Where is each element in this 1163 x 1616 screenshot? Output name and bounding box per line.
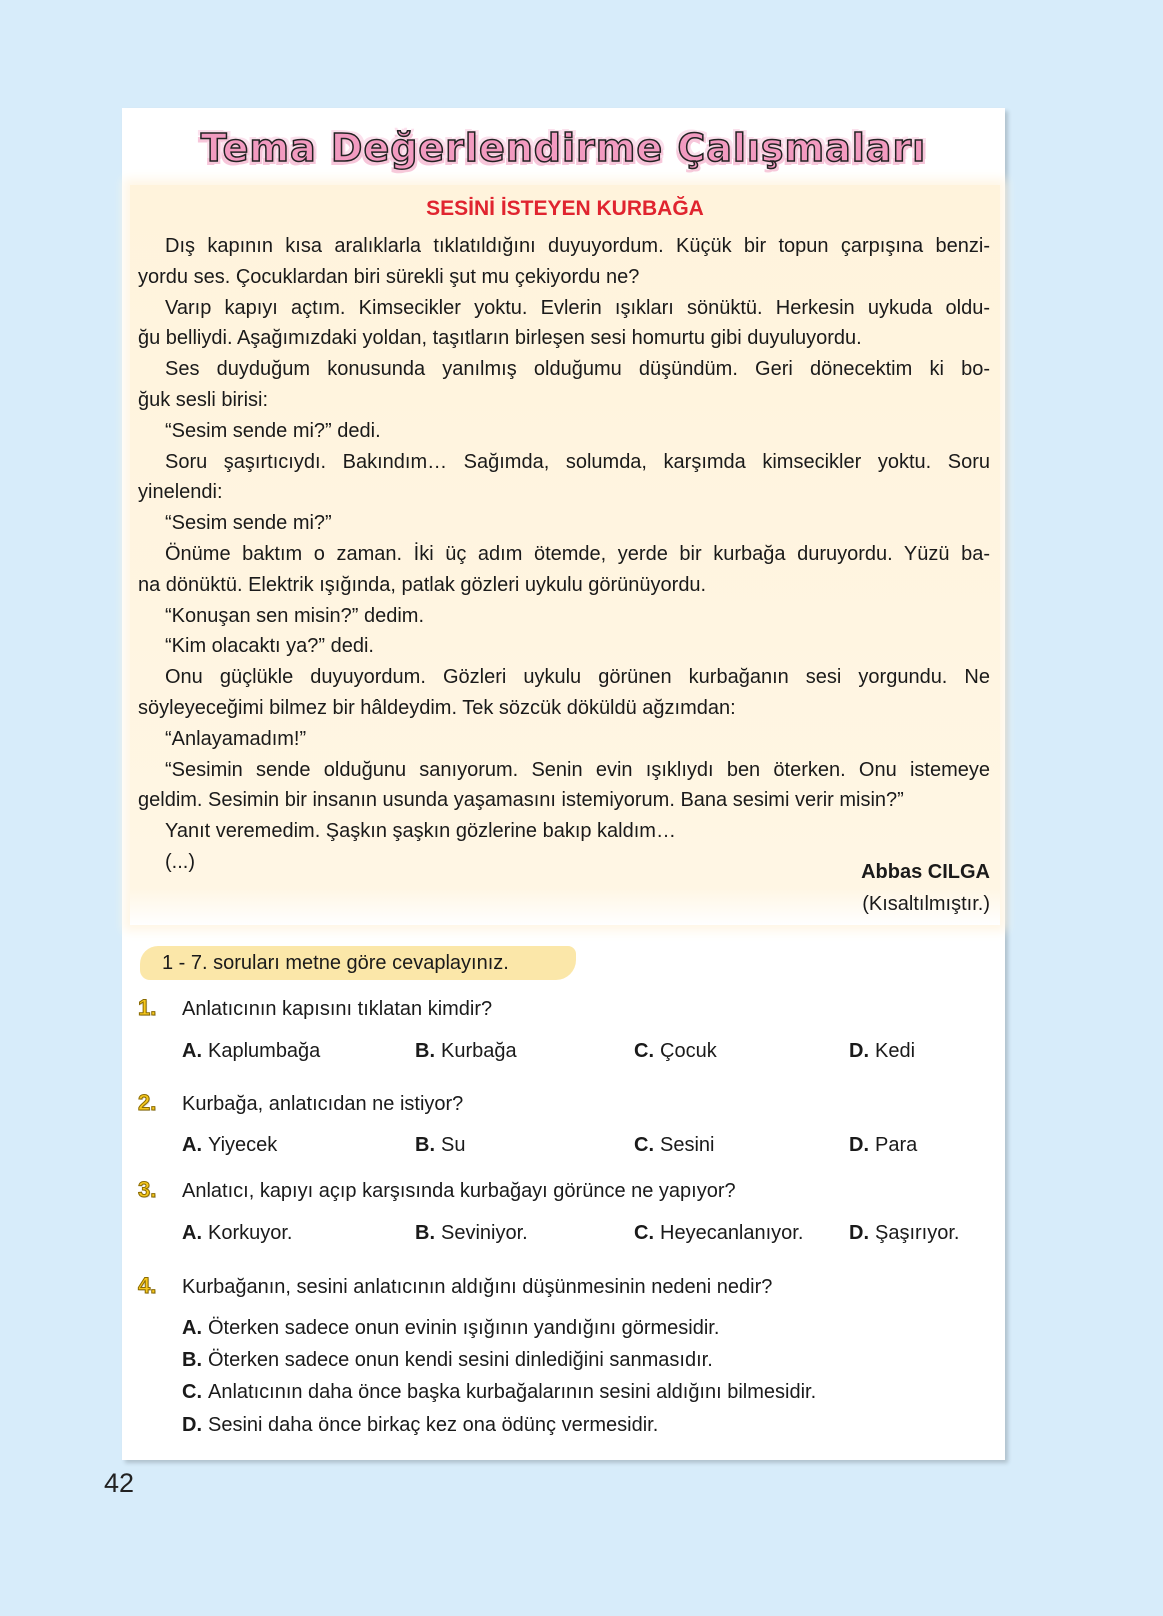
answer-option[interactable] — [182, 1040, 320, 1063]
story-line: Onu güçlükle duyuyordum. Gözleri uykulu görünen kurbağanın sesi yorgundu. Ne — [165, 666, 990, 689]
option-text: Para — [875, 1134, 918, 1156]
option-letter: D. — [849, 1040, 869, 1062]
worksheet-page — [122, 108, 1005, 1460]
story-note: (Kısaltılmıştır.) — [862, 893, 990, 915]
story-line: “Sesim sende mi?” dedi. — [165, 419, 381, 442]
option-text: Sesini daha önce birkaç kez ona ödünç vermesidir. — [208, 1414, 659, 1436]
option-text: Sesini — [660, 1134, 715, 1156]
option-letter: C. — [634, 1134, 654, 1156]
story-box — [130, 185, 1000, 925]
answer-option[interactable] — [415, 1222, 528, 1245]
story-line: geldim. Sesimin bir insanın usunda yaşamasını istemiyorum. Bana sesimi verir misin?” — [138, 789, 904, 812]
option-text: Kurbağa — [441, 1040, 517, 1062]
option-text: Seviniyor. — [441, 1222, 528, 1244]
instruction-text: 1 - 7. soruları metne göre cevaplayınız. — [162, 952, 509, 974]
question-number: 3. — [138, 1177, 157, 1202]
option-letter: A. — [182, 1222, 202, 1244]
story-line: Yanıt veremedim. Şaşkın şaşkın gözlerine bakıp kaldım… — [165, 820, 676, 843]
option-letter: A. — [182, 1317, 202, 1339]
answer-option[interactable] — [182, 1381, 816, 1404]
option-text: Şaşırıyor. — [875, 1222, 960, 1244]
option-letter: B. — [182, 1349, 202, 1371]
story-line: ğuk sesli birisi: — [138, 388, 269, 411]
story-line: “Anlayamadım!” — [165, 727, 307, 750]
question-number: 1. — [138, 995, 157, 1020]
option-text: Kedi — [875, 1040, 916, 1062]
story-text — [138, 231, 990, 878]
answer-option[interactable] — [182, 1317, 719, 1340]
story-line: ğu belliydi. Aşağımızdaki yoldan, taşıtların birleşen sesi homurtu gibi duyuluyordu. — [138, 327, 862, 350]
option-text: Korkuyor. — [208, 1222, 293, 1244]
answer-option[interactable] — [182, 1414, 658, 1437]
option-letter: B. — [415, 1040, 435, 1062]
question-number: 4. — [138, 1273, 157, 1298]
option-letter: C. — [182, 1381, 202, 1403]
question-text: Kurbağanın, sesini anlatıcının aldığını düşünmesinin nedeni nedir? — [182, 1276, 773, 1298]
option-text: Anlatıcının daha önce başka kurbağalarının sesini aldığını bilmesidir. — [208, 1381, 817, 1403]
question-text: Anlatıcı, kapıyı açıp karşısında kurbağayı görünce ne yapıyor? — [182, 1180, 736, 1202]
story-line: Ses duyduğum konusunda yanılmış olduğumu düşündüm. Geri dönecektim ki bo- — [165, 358, 990, 381]
story-line: yinelendi: — [138, 481, 223, 504]
answer-option[interactable] — [182, 1222, 292, 1245]
option-letter: C. — [634, 1040, 654, 1062]
story-line: na dönüktü. Elektrik ışığında, patlak gözleri uykulu görünüyordu. — [138, 573, 707, 596]
story-line: “Sesim sende mi?” — [165, 512, 332, 535]
story-line: Önüme baktım o zaman. İki üç adım ötemde, yerde bir kurbağa duruyordu. Yüzü ba- — [165, 542, 990, 565]
option-letter: B. — [415, 1134, 435, 1156]
option-letter: A. — [182, 1134, 202, 1156]
option-text: Su — [441, 1134, 466, 1156]
answer-option[interactable] — [849, 1222, 959, 1245]
answer-option[interactable] — [634, 1222, 803, 1245]
option-letter: A. — [182, 1040, 202, 1062]
question-number: 2. — [138, 1090, 157, 1115]
option-text: Öterken sadece onun kendi sesini dinlediğini sanmasıdır. — [208, 1349, 713, 1371]
story-author: Abbas CILGA — [861, 861, 990, 883]
option-letter: C. — [634, 1222, 654, 1244]
story-line: (...) — [165, 850, 195, 873]
option-letter: D. — [849, 1134, 869, 1156]
story-line: söyleyeceğimi bilmez bir hâldeydim. Tek sözcük döküldü ağzımdan: — [138, 696, 736, 719]
option-letter: B. — [415, 1222, 435, 1244]
option-letter: D. — [182, 1414, 202, 1436]
story-line: “Konuşan sen misin?” dedim. — [165, 604, 425, 627]
page-title: Tema Değerlendirme Çalışmaları — [200, 126, 927, 170]
answer-option[interactable] — [182, 1349, 713, 1372]
option-text: Yiyecek — [208, 1134, 278, 1156]
page-number: 42 — [104, 1468, 135, 1498]
question-text: Kurbağa, anlatıcıdan ne istiyor? — [182, 1093, 464, 1115]
story-line: Varıp kapıyı açtım. Kimsecikler yoktu. Evlerin ışıkları sönüktü. Herkesin uykuda oldu- — [165, 296, 990, 319]
option-letter: D. — [849, 1222, 869, 1244]
answer-option[interactable] — [849, 1040, 915, 1063]
option-text: Heyecanlanıyor. — [660, 1222, 804, 1244]
story-line: “Sesimin sende olduğunu sanıyorum. Senin evin ışıklıydı ben öterken. Onu istemeye — [165, 758, 990, 781]
story-line: Soru şaşırtıcıydı. Bakındım… Sağımda, solumda, karşımda kimsecikler yoktu. Soru — [165, 450, 990, 473]
question-text: Anlatıcının kapısını tıklatan kimdir? — [182, 998, 493, 1020]
instruction-banner — [140, 946, 576, 980]
option-text: Öterken sadece onun evinin ışığının yandığını görmesidir. — [208, 1317, 720, 1339]
answer-option[interactable] — [634, 1134, 714, 1157]
story-line: yordu ses. Çocuklardan biri sürekli şut mu çekiyordu ne? — [138, 265, 640, 288]
answer-option[interactable] — [415, 1040, 517, 1063]
story-line: Dış kapının kısa aralıklarla tıklatıldığını duyuyordum. Küçük bir topun çarpışına benzi- — [165, 235, 990, 257]
answer-option[interactable] — [182, 1134, 277, 1157]
option-text: Çocuk — [660, 1040, 717, 1062]
story-line: “Kim olacaktı ya?” dedi. — [165, 635, 374, 658]
answer-option[interactable] — [634, 1040, 717, 1063]
answer-option[interactable] — [849, 1134, 917, 1157]
option-text: Kaplumbağa — [208, 1040, 321, 1062]
answer-option[interactable] — [415, 1134, 465, 1157]
story-title: SESİNİ İSTEYEN KURBAĞA — [426, 197, 704, 220]
